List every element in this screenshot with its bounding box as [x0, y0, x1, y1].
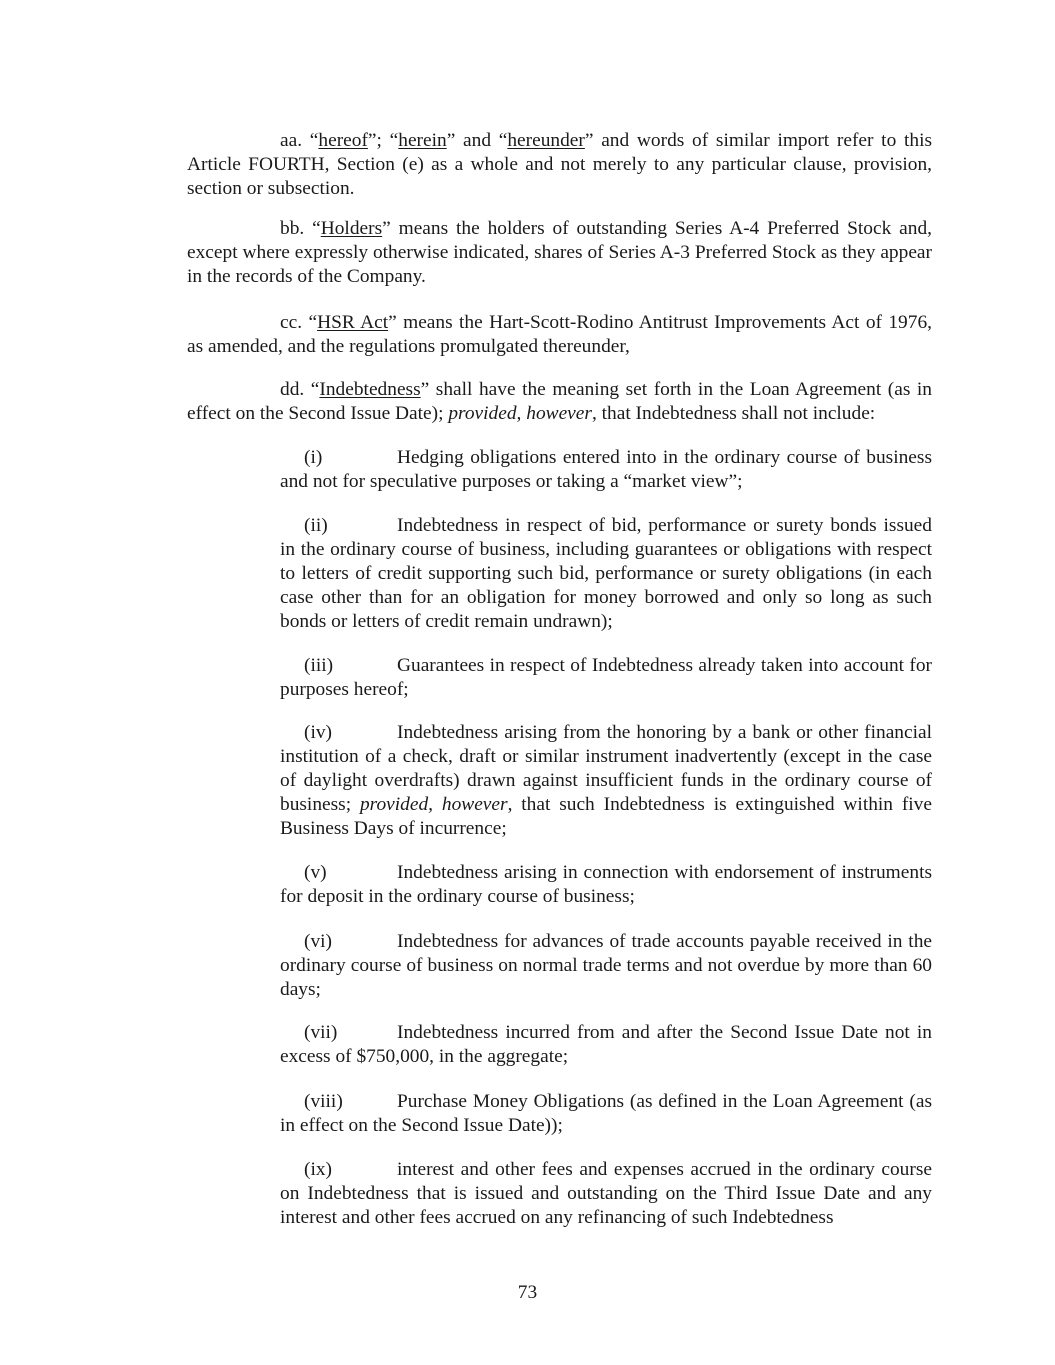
- definition-dd: [187, 378, 932, 426]
- item-number: (iii): [304, 655, 334, 676]
- item-text: Indebtedness arising from the honoring by a bank or other financial institution of a check, draft or similar instrument inadvertently (except in the case of daylight overdrafts) drawn against insufficient funds in the ordinary course of business;: [280, 722, 932, 815]
- separator-text: ” and “: [446, 130, 508, 151]
- item-text: Guarantees in respect of Indebtedness already taken into account for purposes hereof;: [280, 655, 932, 700]
- definition-bb: [187, 217, 932, 289]
- quote-mark: “: [308, 312, 318, 333]
- quote-mark: “: [309, 130, 319, 151]
- defined-term-holders: Holders: [320, 218, 383, 239]
- definition-text: ” and words of similar import refer to this Article FOURTH, Section (e) as a whole and not merely to any particular clause, provision, section or subsection.: [187, 130, 933, 199]
- definition-text: ” shall have the meaning set forth in the Loan Agreement (as in effect on the Second Issue Date);: [187, 379, 932, 424]
- proviso-text: provided, however: [448, 403, 592, 424]
- list-item: [280, 514, 932, 634]
- list-item: [280, 930, 932, 1002]
- defined-term-hsr-act: HSR Act: [317, 312, 389, 333]
- list-item: [280, 446, 932, 494]
- definition-label: cc.: [280, 312, 303, 333]
- quote-mark: “: [312, 218, 321, 239]
- definition-label: bb.: [280, 218, 305, 239]
- definition-aa: [187, 129, 932, 201]
- item-text: Indebtedness for advances of trade accounts payable received in the ordinary course of business on normal trade terms and not overdue by more than 60 days;: [280, 931, 932, 1000]
- list-item: [280, 1158, 932, 1230]
- item-number: (vi): [304, 931, 332, 952]
- defined-term-herein: herein: [398, 130, 447, 151]
- list-item: [280, 654, 932, 702]
- item-text: Purchase Money Obligations (as defined in the Loan Agreement (as in effect on the Second Issue Date));: [280, 1091, 932, 1136]
- defined-term-hereunder: hereunder: [507, 130, 585, 151]
- item-number: (viii): [304, 1091, 343, 1112]
- item-text: , that such Indebtedness is extinguished within five Business Days of incurrence;: [280, 794, 932, 839]
- list-item: [280, 861, 932, 909]
- separator-text: ”; “: [367, 130, 399, 151]
- item-text: Hedging obligations entered into in the ordinary course of business and not for speculative purposes or taking a “market view”;: [280, 447, 932, 492]
- definition-text: , that Indebtedness shall not include:: [591, 403, 876, 424]
- item-number: (v): [304, 862, 327, 883]
- item-text: interest and other fees and expenses accrued in the ordinary course on Indebtedness that is issued and outstanding on the Third Issue Date and any interest and other fees accrued on any refinancing of such Indebtedness: [280, 1159, 932, 1228]
- item-text: Indebtedness arising in connection with endorsement of instruments for deposit in the ordinary course of business;: [280, 862, 932, 907]
- list-item: [280, 721, 932, 841]
- definition-label: aa.: [280, 130, 303, 151]
- proviso-text: provided, however: [359, 794, 508, 815]
- definition-text: ” means the Hart-Scott-Rodino Antitrust Improvements Act of 1976, as amended, and the regulations promulgated thereunder,: [187, 312, 932, 357]
- definition-cc: [187, 311, 932, 359]
- list-item: [280, 1090, 932, 1138]
- defined-term-hereof: hereof: [318, 130, 368, 151]
- item-text: Indebtedness incurred from and after the Second Issue Date not in excess of $750,000, in the aggregate;: [280, 1022, 932, 1067]
- list-item: [280, 1021, 932, 1069]
- definition-text: ” means the holders of outstanding Series A-4 Preferred Stock and, except where expressly otherwise indicated, shares of Series A-3 Preferred Stock as they appear in the records of the Company.: [187, 218, 932, 287]
- item-number: (i): [304, 447, 323, 468]
- page-number: 73: [517, 1282, 538, 1303]
- quote-mark: “: [310, 379, 320, 400]
- item-text: Indebtedness in respect of bid, performance or surety bonds issued in the ordinary course of business, including guarantees or obligations with respect to letters of credit supporting such bid, performance or surety obligations (in each case other than for an obligation for money borrowed and only so long as such bonds or letters of credit remain undrawn);: [280, 515, 932, 632]
- item-number: (ii): [304, 515, 328, 536]
- item-number: (iv): [304, 722, 332, 743]
- defined-term-indebtedness: Indebtedness: [319, 379, 421, 400]
- item-number: (vii): [304, 1022, 338, 1043]
- item-number: (ix): [304, 1159, 332, 1180]
- definition-label: dd.: [280, 379, 305, 400]
